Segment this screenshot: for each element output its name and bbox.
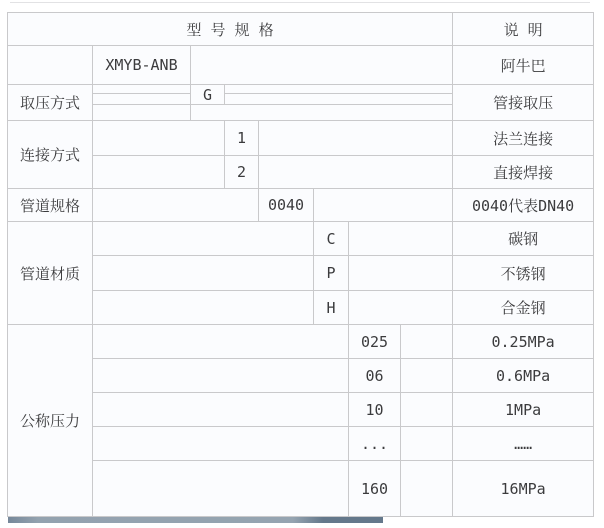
spacer-cell xyxy=(225,94,453,105)
table-row xyxy=(8,189,594,222)
desc-cell: 直接焊接 xyxy=(453,156,594,189)
table-row xyxy=(8,359,594,393)
spacer-cell xyxy=(93,393,349,427)
spacer-cell xyxy=(93,222,314,256)
section-label-pipe-material: 管道材质 xyxy=(8,222,93,325)
spacer-cell xyxy=(93,256,314,291)
spacer-cell xyxy=(259,156,453,189)
spacer-cell xyxy=(93,359,349,393)
table-header-row xyxy=(8,13,594,46)
spacer-cell xyxy=(349,291,453,325)
spacer-cell xyxy=(401,325,453,359)
code-cell-10: 10 xyxy=(349,393,401,427)
table-row xyxy=(8,325,594,359)
desc-cell: 0040代表DN40 xyxy=(453,189,594,222)
table-row xyxy=(8,427,594,461)
table-row xyxy=(8,291,594,325)
top-divider-line xyxy=(10,2,590,3)
code-cell-1: 1 xyxy=(225,121,259,156)
desc-cell: 0.6MPa xyxy=(453,359,594,393)
model-selection-table xyxy=(7,12,594,517)
desc-cell: 碳钢 xyxy=(453,222,594,256)
spacer-cell xyxy=(93,105,191,121)
spacer-cell xyxy=(225,85,453,94)
desc-cell: 法兰连接 xyxy=(453,121,594,156)
model-desc-cell: 阿牛巴 xyxy=(453,46,594,85)
spacer-cell xyxy=(93,94,191,105)
desc-cell: 合金钢 xyxy=(453,291,594,325)
spacer-cell xyxy=(259,121,453,156)
table-row xyxy=(8,256,594,291)
code-cell-p: P xyxy=(314,256,349,291)
code-cell-06: 06 xyxy=(349,359,401,393)
desc-cell: …… xyxy=(453,427,594,461)
spacer-cell xyxy=(401,393,453,427)
code-cell-h: H xyxy=(314,291,349,325)
spacer-cell xyxy=(401,427,453,461)
spacer-cell xyxy=(93,427,349,461)
spacer-cell xyxy=(401,359,453,393)
spacer-cell xyxy=(93,85,191,94)
spacer-cell xyxy=(191,46,453,85)
spacer-cell xyxy=(93,156,225,189)
spacer-cell xyxy=(93,291,314,325)
code-cell-ellipsis: ... xyxy=(349,427,401,461)
header-model-spec: 型 号 规 格 xyxy=(8,13,453,46)
table-row xyxy=(8,46,594,85)
code-cell-c: C xyxy=(314,222,349,256)
spacer-cell xyxy=(349,222,453,256)
section-label-connection: 连接方式 xyxy=(8,121,93,189)
section-label-pipe-size: 管道规格 xyxy=(8,189,93,222)
desc-cell: 不锈钢 xyxy=(453,256,594,291)
spacer-cell xyxy=(93,325,349,359)
desc-cell: 16MPa xyxy=(453,461,594,517)
table-row xyxy=(8,461,594,517)
spacer-cell xyxy=(8,46,93,85)
spacer-cell xyxy=(191,105,453,121)
section-label-pressure-tap: 取压方式 xyxy=(8,85,93,121)
table-row xyxy=(8,222,594,256)
spacer-cell xyxy=(401,461,453,517)
spacer-cell xyxy=(314,189,453,222)
table-row xyxy=(8,393,594,427)
desc-cell: 1MPa xyxy=(453,393,594,427)
code-cell-025: 025 xyxy=(349,325,401,359)
spacer-cell xyxy=(93,121,225,156)
code-cell-g: G xyxy=(191,85,225,105)
table-row xyxy=(8,85,594,94)
desc-cell: 0.25MPa xyxy=(453,325,594,359)
spacer-cell xyxy=(93,189,259,222)
horizontal-scrollbar-thumb[interactable] xyxy=(8,517,383,523)
code-cell-2: 2 xyxy=(225,156,259,189)
model-code-cell: XMYB-ANB xyxy=(93,46,191,85)
desc-cell: 管接取压 xyxy=(453,85,594,121)
header-description: 说 明 xyxy=(453,13,594,46)
spacer-cell xyxy=(93,461,349,517)
code-cell-160: 160 xyxy=(349,461,401,517)
section-label-nominal-pressure: 公称压力 xyxy=(8,325,93,517)
table-row xyxy=(8,156,594,189)
table-row xyxy=(8,121,594,156)
spacer-cell xyxy=(349,256,453,291)
code-cell-0040: 0040 xyxy=(259,189,314,222)
